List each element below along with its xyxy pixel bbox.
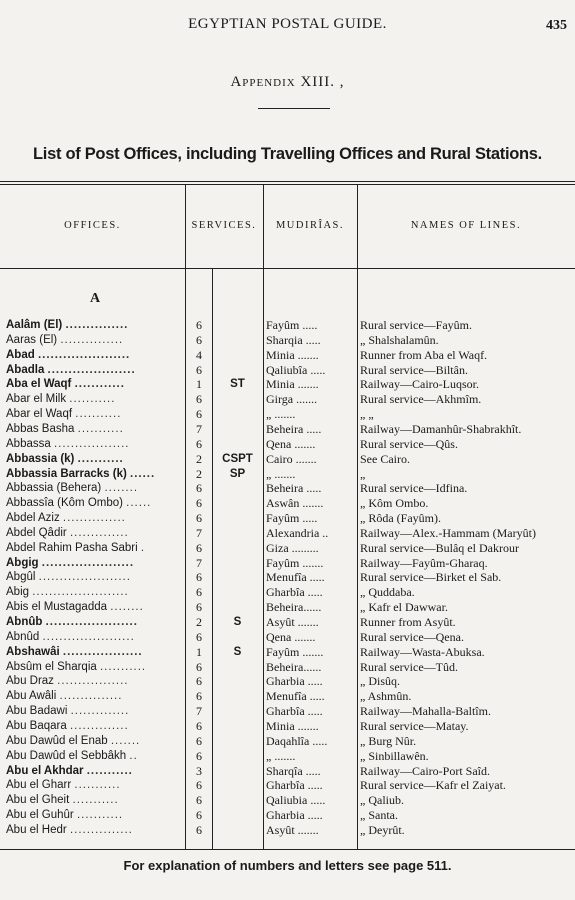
mudiria: Minia ....... xyxy=(266,347,319,362)
leader-dots: ........... xyxy=(74,779,121,792)
office-name-text: Aalâm (El) xyxy=(6,319,63,331)
line-name: Railway—Alex.-Hammam (Maryût) xyxy=(360,525,536,540)
office-name-text: Abbas Basha xyxy=(6,422,75,435)
mudiria: Gharbia ..... xyxy=(266,808,323,823)
service-number: 7 xyxy=(196,704,202,719)
office-name-text: Aba el Waqf xyxy=(6,378,72,391)
office-name xyxy=(6,467,184,482)
line-name: „ xyxy=(360,466,366,481)
table-row xyxy=(0,392,575,407)
table-row xyxy=(0,645,575,660)
leader-dots: ............ xyxy=(74,378,125,391)
table-row xyxy=(0,363,575,378)
table-row xyxy=(0,541,575,556)
mudiria: Fayûm ....... xyxy=(266,644,324,659)
office-name-text: Abbassia (Behera) xyxy=(6,482,102,495)
line-name: Railway—Fayûm-Gharaq. xyxy=(360,555,488,570)
line-name: Railway—Wasta-Abuksa. xyxy=(360,644,485,659)
column-header-offices: OFFICES. xyxy=(64,220,121,231)
office-name-text: Abbassia Barracks (k) xyxy=(6,467,127,480)
service-number: 7 xyxy=(196,421,202,436)
table-row xyxy=(0,556,575,571)
office-name xyxy=(6,689,184,704)
office-name-text: Abad xyxy=(6,348,35,361)
leader-dots: ...... xyxy=(126,497,152,510)
office-name-text: Abu Dawûd el Enab xyxy=(6,734,108,747)
office-name-text: Abu Draz xyxy=(6,675,54,688)
mudiria: Qena ....... xyxy=(266,436,316,451)
office-name xyxy=(6,615,184,630)
table-bottom-rule xyxy=(0,849,575,850)
line-name: Rural service—Kafr el Zaiyat. xyxy=(360,778,506,793)
mudiria: Sharqia ..... xyxy=(266,332,321,347)
office-name xyxy=(6,407,184,422)
leader-dots: ............... xyxy=(62,512,126,525)
table-row xyxy=(0,793,575,808)
table-row xyxy=(0,615,575,630)
mudiria: Gharbîa ..... xyxy=(266,704,323,719)
line-name: Rural service—Bulâq el Dakrour xyxy=(360,540,519,555)
leader-dots: .............. xyxy=(70,705,130,718)
office-name-text: Abdel Rahim Pasha Sabri xyxy=(6,541,138,554)
line-name: Rural service—Qûs. xyxy=(360,436,458,451)
leader-dots: ........ xyxy=(104,482,139,495)
line-name: Rural service—Tûd. xyxy=(360,659,458,674)
service-number: 7 xyxy=(196,555,202,570)
office-name-text: Abadla xyxy=(6,363,45,376)
table-header-rule xyxy=(0,268,575,269)
line-name: Rural service—Birket el Sab. xyxy=(360,570,502,585)
leader-dots: ............... xyxy=(60,333,124,346)
divider xyxy=(258,108,330,109)
table-row xyxy=(0,318,575,333)
office-name xyxy=(6,452,184,467)
service-number: 2 xyxy=(196,451,202,466)
line-name: „ Ashmûn. xyxy=(360,689,412,704)
table-row xyxy=(0,778,575,793)
line-name: See Cairo. xyxy=(360,451,410,466)
table-row xyxy=(0,437,575,452)
mudiria: Minia ....... xyxy=(266,718,319,733)
office-name xyxy=(6,734,184,749)
appendix-heading: Appendix XIII. , xyxy=(230,74,345,90)
office-name-text: Abu el Guhûr xyxy=(6,809,74,822)
line-name: „ Santa. xyxy=(360,808,398,823)
line-name: Rural service—Biltân. xyxy=(360,362,468,377)
column-header-mudirias: MUDIRÎAS. xyxy=(275,220,345,231)
office-name-text: Abu Dawûd el Sebbâkh xyxy=(6,749,127,762)
table-top-rule xyxy=(0,181,575,182)
office-name xyxy=(6,526,184,541)
leader-dots: ................. xyxy=(57,675,129,688)
table-row xyxy=(0,526,575,541)
office-name xyxy=(6,749,184,764)
page-title: List of Post Offices, including Travelling Offices and Rural Stations. xyxy=(33,145,542,163)
service-number: 6 xyxy=(196,496,202,511)
leader-dots: ............... xyxy=(59,690,123,703)
mudiria: Giza ......... xyxy=(266,540,319,555)
service-number: 6 xyxy=(196,808,202,823)
line-name: Rural service—Qena. xyxy=(360,629,464,644)
office-name xyxy=(6,570,184,585)
table-row xyxy=(0,808,575,823)
office-name-text: Abbassia (k) xyxy=(6,452,75,465)
office-name xyxy=(6,541,184,556)
service-number: 1 xyxy=(196,644,202,659)
service-number: 6 xyxy=(196,332,202,347)
line-name: Runner from Asyût. xyxy=(360,615,456,629)
mudiria: Asyût ....... xyxy=(266,615,319,629)
line-name: „ Kafr el Dawwar. xyxy=(360,600,448,615)
office-name-text: Abu el Gharr xyxy=(6,779,72,792)
service-number: 6 xyxy=(196,481,202,496)
leader-dots: ........... xyxy=(86,764,133,777)
service-number: 6 xyxy=(196,793,202,808)
mudiria: Qaliubia ..... xyxy=(266,793,326,808)
line-name: „ Kôm Ombo. xyxy=(360,496,429,511)
table-row xyxy=(0,704,575,719)
office-name xyxy=(6,645,184,660)
leader-dots: ...................... xyxy=(38,571,131,584)
office-name xyxy=(6,719,184,734)
line-name: „ Qaliub. xyxy=(360,793,404,808)
service-number: 2 xyxy=(196,615,202,629)
service-number: 6 xyxy=(196,718,202,733)
service-number: 6 xyxy=(196,778,202,793)
office-name xyxy=(6,377,184,392)
service-code: S xyxy=(233,616,242,628)
service-number: 6 xyxy=(196,629,202,644)
leader-dots: ........... xyxy=(69,393,116,406)
office-name xyxy=(6,556,184,571)
mudiria: „ ....... xyxy=(266,407,296,422)
office-name-text: Abar el Waqf xyxy=(6,408,73,421)
leader-dots: ................... xyxy=(62,645,143,658)
office-name-text: Abu Badawi xyxy=(6,705,68,718)
line-name: Railway—Damanhûr-Shabrakhît. xyxy=(360,421,522,436)
mudiria: Fayûm ..... xyxy=(266,511,318,526)
office-name xyxy=(6,496,184,511)
leader-dots: ........... xyxy=(77,422,124,435)
leader-dots: ........... xyxy=(75,408,122,421)
office-name-text: Abu Awâli xyxy=(6,690,57,703)
office-name xyxy=(6,823,184,838)
running-head xyxy=(0,14,575,38)
office-name xyxy=(6,318,184,333)
office-name xyxy=(6,348,184,363)
mudiria: Menufîa ..... xyxy=(266,689,325,704)
service-code: SP xyxy=(229,467,246,480)
leader-dots: ...................... xyxy=(45,616,138,628)
office-name-text: Abu el Hedr xyxy=(6,823,67,836)
leader-dots: ........... xyxy=(99,660,147,673)
mudiria: Gharbîa ..... xyxy=(266,585,323,600)
office-name xyxy=(6,793,184,808)
office-name-text: Abar el Milk xyxy=(6,393,67,406)
mudiria: „ ....... xyxy=(266,748,296,763)
office-name-text: Abu el Akhdar xyxy=(6,764,84,777)
office-name xyxy=(6,392,184,407)
table-row xyxy=(0,764,575,779)
footer-note: For explanation of numbers and letters see page 511. xyxy=(123,858,452,873)
office-name-text: Abu el Gheit xyxy=(6,794,70,807)
section-letter: A xyxy=(90,291,101,306)
office-name xyxy=(6,764,184,779)
leader-dots: ........... xyxy=(77,452,124,465)
leader-dots: ...................... xyxy=(42,630,135,643)
office-name xyxy=(6,630,184,645)
service-number: 6 xyxy=(196,748,202,763)
service-number: 1 xyxy=(196,377,202,392)
office-name xyxy=(6,437,184,452)
line-name: Rural service—Akhmîm. xyxy=(360,392,482,407)
office-name-text: Abnûd xyxy=(6,630,40,643)
service-number: 6 xyxy=(196,822,202,837)
mudiria: Asyût ....... xyxy=(266,822,319,837)
mudiria: Beheira...... xyxy=(266,659,322,674)
table-row xyxy=(0,481,575,496)
service-number: 6 xyxy=(196,318,202,332)
line-name: „ Disûq. xyxy=(360,674,400,689)
mudiria: Qaliubîa ..... xyxy=(266,362,326,377)
office-name-text: Abgûl xyxy=(6,571,36,584)
office-name-text: Abdel Aziz xyxy=(6,512,60,525)
office-name-text: Abshawâi xyxy=(6,645,60,658)
service-number: 6 xyxy=(196,362,202,377)
mudiria: Gharbia ..... xyxy=(266,674,323,689)
mudiria: Fayûm ..... xyxy=(266,318,318,332)
table-row xyxy=(0,749,575,764)
table-row xyxy=(0,600,575,615)
mudiria: Beheira ..... xyxy=(266,421,322,436)
mudiria: Menufîa ..... xyxy=(266,570,325,585)
office-name-text: Absûm el Sharqia xyxy=(6,660,97,673)
table-row xyxy=(0,630,575,645)
service-number: 6 xyxy=(196,689,202,704)
leader-dots: .............. xyxy=(69,526,129,539)
table-row xyxy=(0,348,575,363)
line-name: Railway—Mahalla-Baltîm. xyxy=(360,704,491,719)
office-name xyxy=(6,585,184,600)
office-name xyxy=(6,511,184,526)
leader-dots: ...................... xyxy=(37,348,131,361)
running-title: EGYPTIAN POSTAL GUIDE. xyxy=(188,16,387,32)
office-name-text: Abbassa xyxy=(6,437,51,450)
line-name: „ Deyrût. xyxy=(360,822,405,837)
line-name: „ „ xyxy=(360,407,374,422)
service-code: CSPT xyxy=(222,452,253,465)
leader-dots: . xyxy=(140,541,146,554)
service-number: 6 xyxy=(196,570,202,585)
service-number: 6 xyxy=(196,511,202,526)
table-row xyxy=(0,407,575,422)
office-name xyxy=(6,704,184,719)
line-name: Runner from Aba el Waqf. xyxy=(360,347,488,362)
table-row xyxy=(0,452,575,467)
leader-dots: .. xyxy=(129,749,138,762)
table-row xyxy=(0,377,575,392)
service-number: 6 xyxy=(196,733,202,748)
table-row xyxy=(0,333,575,348)
service-number: 6 xyxy=(196,674,202,689)
line-name: „ Burg Nûr. xyxy=(360,733,417,748)
office-name xyxy=(6,808,184,823)
line-name: Railway—Cairo-Port Saîd. xyxy=(360,763,490,778)
line-name: Rural service—Fayûm. xyxy=(360,318,472,332)
office-name xyxy=(6,333,184,348)
mudiria: Aswân ....... xyxy=(266,496,324,511)
service-code: ST xyxy=(230,378,245,391)
mudiria: Minia ....... xyxy=(266,377,319,392)
line-name: Rural service—Idfina. xyxy=(360,481,468,496)
line-name: Rural service—Matay. xyxy=(360,718,469,733)
leader-dots: ..................... xyxy=(47,363,136,376)
office-name xyxy=(6,422,184,437)
office-name-text: Abbassîa (Kôm Ombo) xyxy=(6,497,123,510)
page-number: 435 xyxy=(546,18,567,33)
service-number: 6 xyxy=(196,407,202,422)
office-name-text: Abu Baqara xyxy=(6,719,67,732)
leader-dots: ...... xyxy=(130,467,156,480)
mudiria: Qena ....... xyxy=(266,629,316,644)
mudiria: Girga ....... xyxy=(266,392,318,407)
service-code: S xyxy=(233,645,242,658)
service-number: 6 xyxy=(196,392,202,407)
office-name-text: Aaras (El) xyxy=(6,333,58,346)
office-name xyxy=(6,660,184,675)
leader-dots: ....... xyxy=(110,734,141,747)
office-name xyxy=(6,674,184,689)
table-row xyxy=(0,511,575,526)
line-name: „ Shalshalamûn. xyxy=(360,332,439,347)
mudiria: Beheira...... xyxy=(266,600,322,615)
line-name: „ Quddaba. xyxy=(360,585,415,600)
table-row xyxy=(0,585,575,600)
mudiria: Alexandria .. xyxy=(266,525,329,540)
line-name: Railway—Cairo-Luqsor. xyxy=(360,377,479,392)
service-number: 6 xyxy=(196,659,202,674)
office-name-text: Abis el Mustagadda xyxy=(6,601,108,614)
office-name-text: Abnûb xyxy=(6,616,43,628)
service-number: 6 xyxy=(196,436,202,451)
service-number: 7 xyxy=(196,525,202,540)
mudiria: Fayûm ....... xyxy=(266,555,324,570)
table-top-rule-inner xyxy=(0,184,575,185)
table-row xyxy=(0,496,575,511)
table-row xyxy=(0,719,575,734)
mudiria: „ ....... xyxy=(266,466,296,481)
leader-dots: ........... xyxy=(72,794,119,807)
mudiria: Gharbîa ..... xyxy=(266,778,323,793)
leader-dots: .................. xyxy=(53,437,130,450)
service-number: 6 xyxy=(196,585,202,600)
office-name-text: Abgig xyxy=(6,556,39,569)
mudiria: Cairo ....... xyxy=(266,451,317,466)
leader-dots: ...................... xyxy=(41,556,135,569)
service-number: 4 xyxy=(196,347,202,362)
leader-dots: ........ xyxy=(110,601,144,614)
mudiria: Beheira ..... xyxy=(266,481,322,496)
column-header-lines: NAMES OF LINES. xyxy=(410,220,522,231)
mudiria: Sharqîa ..... xyxy=(266,763,321,778)
office-name-text: Abig xyxy=(6,586,30,599)
service-number: 6 xyxy=(196,600,202,615)
table-row xyxy=(0,570,575,585)
service-number: 2 xyxy=(196,466,202,481)
leader-dots: ............... xyxy=(69,823,133,836)
table-row xyxy=(0,674,575,689)
office-name-text: Abdel Qâdir xyxy=(6,526,67,539)
leader-dots: .............. xyxy=(69,719,129,732)
column-header-services: SERVICES. xyxy=(191,220,257,231)
office-name xyxy=(6,481,184,496)
service-number: 6 xyxy=(196,540,202,555)
table-row xyxy=(0,734,575,749)
service-number: 3 xyxy=(196,763,202,778)
table-row xyxy=(0,422,575,437)
leader-dots: ....................... xyxy=(32,586,129,599)
office-name xyxy=(6,600,184,615)
line-name: „ Sinbillawên. xyxy=(360,748,429,763)
table-row xyxy=(0,689,575,704)
mudiria: Daqahlîa ..... xyxy=(266,733,328,748)
office-name xyxy=(6,363,184,378)
table-row xyxy=(0,660,575,675)
table-row xyxy=(0,823,575,838)
office-name xyxy=(6,778,184,793)
leader-dots: ........... xyxy=(76,809,124,822)
leader-dots: ............... xyxy=(65,319,129,331)
line-name: „ Rôda (Fayûm). xyxy=(360,511,441,526)
table-row xyxy=(0,467,575,482)
